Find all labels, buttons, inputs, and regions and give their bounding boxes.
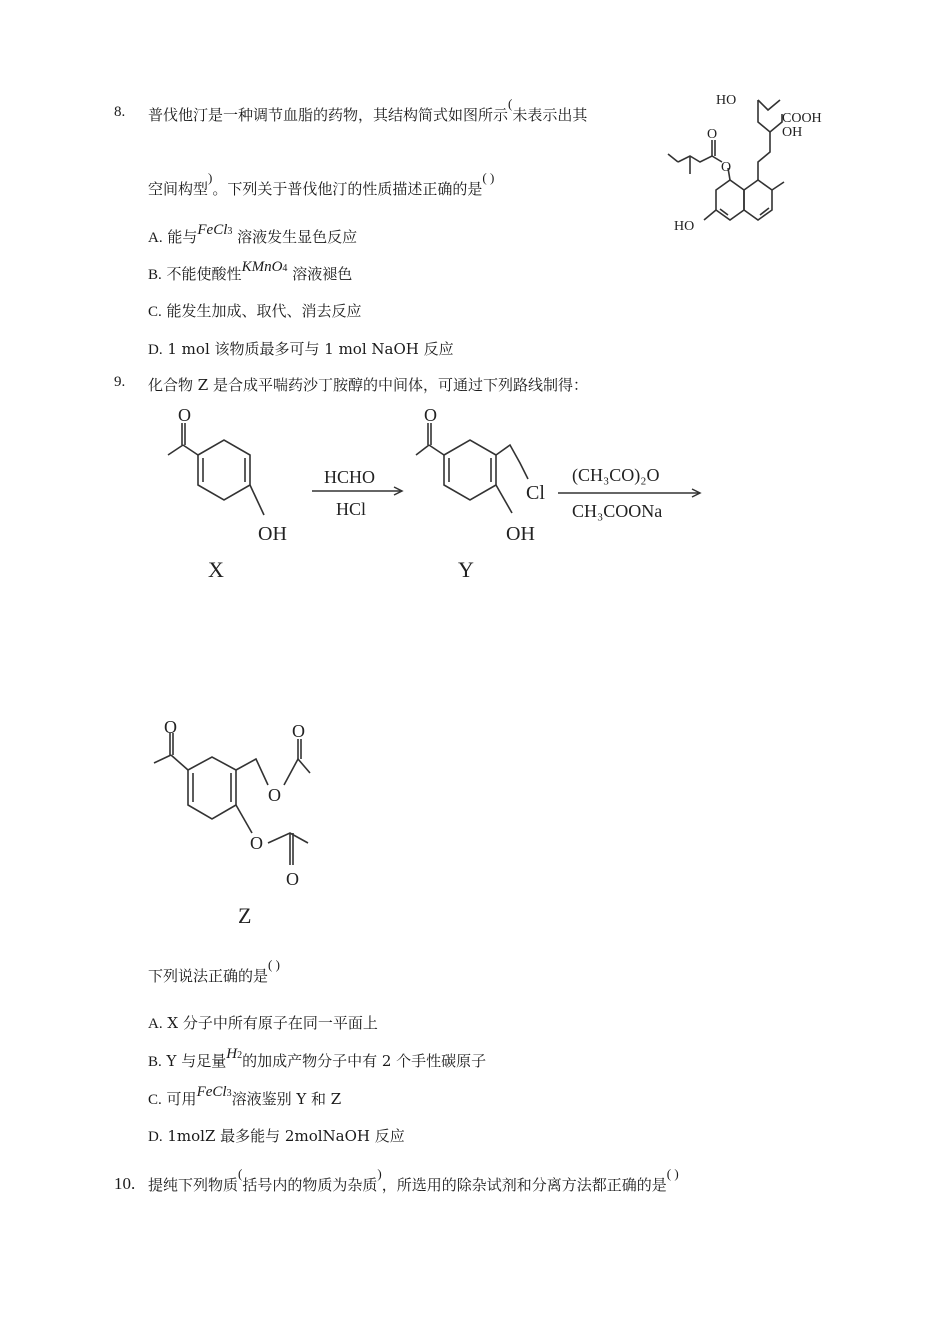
reagent-hcl: HCl — [336, 499, 367, 519]
question-10-text-3: ，所选用的除杂试剂和分离方法都正确的是 — [381, 1176, 667, 1194]
methyl-bond — [168, 445, 183, 455]
question-8-option-a[interactable] — [148, 222, 358, 247]
question-8-option-d[interactable] — [148, 338, 454, 359]
formula-subscript: 3 — [226, 1088, 232, 1099]
question-8-number: 8. — [114, 104, 126, 120]
option-letter: B. — [148, 1054, 162, 1070]
label-o: O — [721, 160, 732, 175]
label-ho: HO — [716, 93, 737, 108]
formula-text: FeCl — [196, 1084, 227, 1100]
formula-h2 — [226, 1046, 242, 1062]
question-8-option-b[interactable] — [148, 259, 353, 284]
label-oh: OH — [506, 523, 535, 545]
label-o: O — [286, 869, 299, 889]
option-letter: D. — [148, 1129, 163, 1145]
bond — [758, 100, 782, 132]
formula-fecl3 — [197, 222, 232, 238]
ch2cl-bond — [496, 445, 528, 479]
label-oh: OH — [258, 523, 287, 545]
acetyl-bond — [284, 759, 310, 785]
formula-subscript: 2 — [237, 1050, 243, 1061]
compound-label-z: Z — [238, 903, 252, 928]
option-text: 能与 — [167, 228, 198, 246]
methyl-bond — [416, 445, 429, 455]
question-8-stem-line1 — [148, 96, 588, 125]
label-o: O — [268, 785, 281, 805]
option-text: Y 与足量 — [166, 1052, 227, 1070]
formula-subscript: 3 — [227, 226, 233, 237]
bond — [758, 100, 780, 110]
option-letter: A. — [148, 1016, 163, 1032]
formula-text: KMnO — [241, 259, 283, 275]
bond-oh — [250, 485, 264, 515]
formula-text: FeCl — [197, 222, 228, 238]
option-text-2: 溶液褪色 — [292, 265, 353, 283]
bond — [236, 805, 252, 833]
option-text: 1 mol 该物质最多可与 1 mol NaOH 反应 — [167, 340, 454, 358]
bond-oh — [496, 485, 512, 513]
question-9-option-c[interactable] — [148, 1084, 342, 1109]
formula-kmno4 — [242, 259, 288, 275]
label-o: O — [424, 405, 437, 425]
reagent-hcho: HCHO — [324, 467, 376, 487]
question-10-text: 提纯下列物质 — [148, 1176, 239, 1194]
label-cl: Cl — [526, 482, 545, 504]
question-9-number: 9. — [114, 374, 126, 390]
ch2-bond — [236, 759, 268, 785]
label-o: O — [178, 405, 191, 425]
option-text: 可用 — [166, 1090, 197, 1108]
option-letter: B. — [148, 267, 162, 283]
benzene-ring-z — [188, 757, 236, 819]
question-text: 下列说法正确的是 — [148, 967, 269, 985]
acetyl-bond — [268, 833, 308, 843]
option-letter: C. — [148, 304, 162, 320]
reaction-scheme — [140, 405, 730, 590]
paren-close: ) — [377, 1166, 382, 1181]
compound-label-x: X — [208, 557, 224, 582]
label-o: O — [250, 833, 263, 853]
option-text-2: 溶液鉴别 Y 和 Z — [231, 1090, 342, 1108]
formula-text: H — [226, 1046, 238, 1062]
option-text: 不能使酸性 — [166, 265, 242, 283]
question-10-number: 10. — [114, 1174, 136, 1193]
paren-open: ( — [508, 96, 513, 111]
paren-close: ) — [208, 170, 213, 185]
question-8-stem-text: 普伐他汀是一种调节血脂的药物，其结构简式如图所示 — [148, 106, 509, 124]
label-o: O — [164, 717, 177, 737]
option-text: 1molZ 最多能与 2molNaOH 反应 — [167, 1127, 405, 1145]
question-8-stem-text-2: 未表示出其 — [512, 106, 588, 124]
reagent-sodium-acetate: CH₃COONa — [572, 501, 663, 521]
answer-blank: ( ) — [666, 1166, 679, 1181]
option-letter: A. — [148, 230, 163, 246]
bond — [668, 154, 678, 162]
option-text: 能发生加成、取代、消去反应 — [166, 302, 362, 320]
methyl-bond — [154, 755, 171, 763]
label-ho: HO — [674, 219, 695, 234]
methyl-bond — [772, 182, 784, 190]
label-o: O — [707, 127, 718, 142]
question-9-option-b[interactable] — [148, 1046, 487, 1071]
question-9-option-a[interactable] — [148, 1012, 378, 1033]
ester-chain — [678, 156, 722, 162]
paren-open: ( — [238, 1166, 243, 1181]
option-text-2: 溶液发生显色反应 — [237, 228, 358, 246]
bond — [429, 445, 444, 455]
compound-label-y: Y — [458, 557, 474, 582]
bond-ho — [704, 210, 716, 220]
option-text: X 分子中所有原子在同一平面上 — [167, 1014, 378, 1032]
benzene-ring-x — [198, 440, 250, 500]
benzene-ring-y — [444, 440, 496, 500]
option-text-2: 的加成产物分子中有 2 个手性碳原子 — [242, 1052, 487, 1070]
answer-blank: ( ) — [482, 170, 495, 185]
question-9-option-d[interactable] — [148, 1125, 405, 1146]
question-8-option-c[interactable] — [148, 300, 362, 321]
question-9-prompt — [148, 957, 280, 986]
question-8-stem-line2 — [148, 170, 495, 199]
question-8-stem-text-4: 。下列关于普伐他汀的性质描述正确的是 — [212, 180, 483, 198]
question-10-text-2: 括号内的物质为杂质 — [242, 1176, 378, 1194]
compound-z-structure — [140, 715, 340, 930]
answer-blank: ( ) — [268, 957, 280, 972]
formula-subscript: 4 — [282, 263, 288, 274]
pravastatin-structure — [660, 82, 845, 242]
label-o: O — [292, 721, 305, 741]
bond — [758, 132, 770, 180]
option-letter: C. — [148, 1092, 162, 1108]
reagent-acetic-anhydride: (CH₃CO)₂O — [572, 465, 660, 485]
question-9-stem: 化合物 Z 是合成平喘药沙丁胺醇的中间体，可通过下列路线制得： — [148, 376, 588, 394]
bond — [171, 755, 188, 770]
label-cooh: COOH — [782, 111, 822, 126]
option-letter: D. — [148, 342, 163, 358]
ring-right — [744, 180, 772, 220]
question-8-stem-text-3: 空间构型 — [148, 180, 209, 198]
label-oh: OH — [782, 125, 803, 140]
ring-left — [716, 180, 744, 220]
formula-fecl3 — [197, 1084, 232, 1100]
bond — [183, 445, 198, 455]
question-10-stem — [148, 1166, 679, 1195]
